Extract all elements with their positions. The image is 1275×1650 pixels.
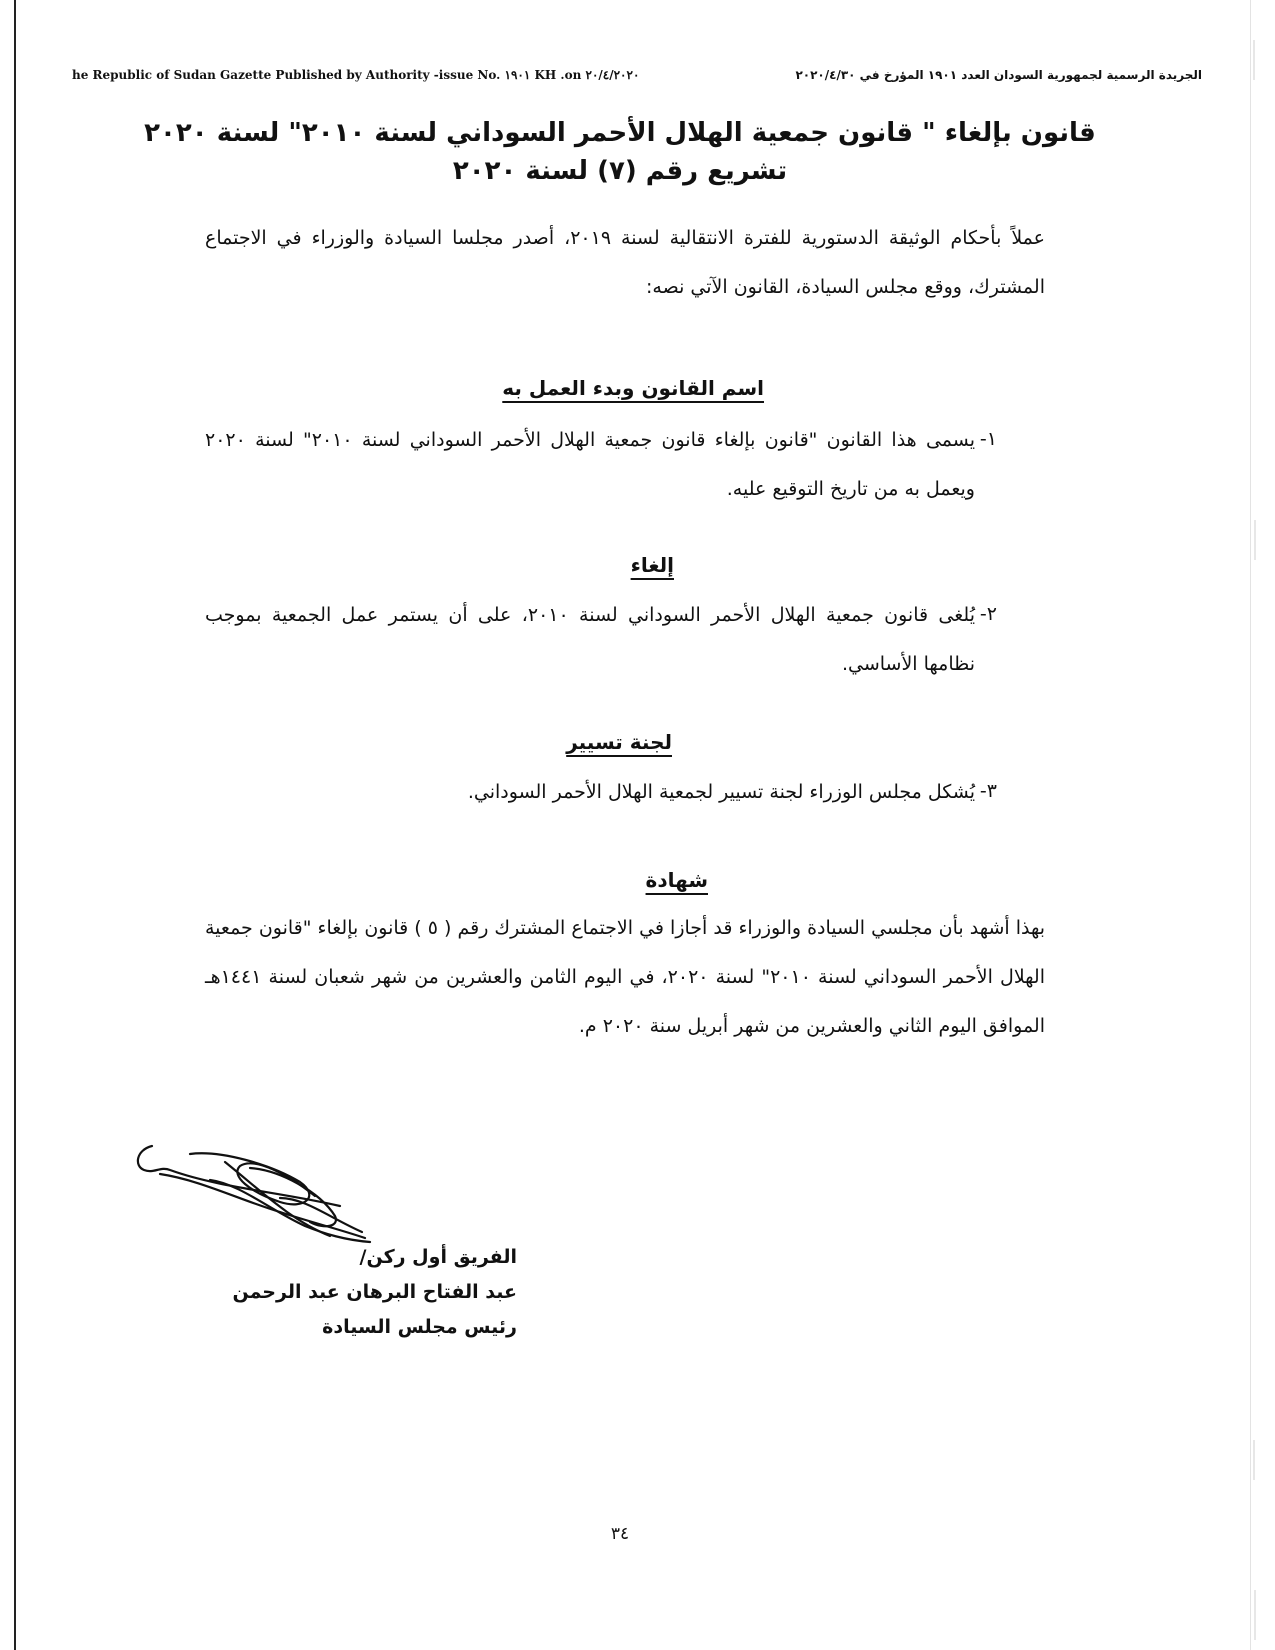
article-text: يُشكل مجلس الوزراء لجنة تسيير لجمعية الهلال الأحمر السوداني. xyxy=(467,781,975,803)
section-heading-repeal: إلغاء xyxy=(630,553,674,577)
article-number: ٢- xyxy=(979,603,997,625)
gazette-header xyxy=(72,66,1202,86)
section-heading-steering-committee: لجنة تسيير xyxy=(566,730,672,754)
preamble-paragraph: عملاً بأحكام الوثيقة الدستورية للفترة الانتقالية لسنة ٢٠١٩، أصدر مجلسا السيادة والوزراء في الاجتماع المشترك، ووقع مجلس السيادة، القانون الآتي نصه: xyxy=(205,227,1045,298)
signatory-name: عبد الفتاح البرهان عبد الرحمن xyxy=(232,1281,517,1303)
gazette-header-arabic: الجريدة الرسمية لجمهورية السودان العدد ١٩٠١ المؤرخ في ٢٠٢٠/٤/٣٠ xyxy=(795,68,1202,82)
article-number: ١- xyxy=(979,428,997,450)
signatory-rank: الفريق أول ركن/ xyxy=(359,1246,517,1268)
legislation-number: تشريع رقم (٧) لسنة ٢٠٢٠ xyxy=(452,156,788,186)
signature-block xyxy=(232,1240,517,1345)
signatory-title: رئيس مجلس السيادة xyxy=(322,1316,517,1338)
article-number: ٣- xyxy=(979,780,997,802)
certification-heading: شهادة xyxy=(645,868,708,892)
gazette-header-english: he Republic of Sudan Gazette Published by Authority -issue No. ١٩٠١ KH .on ٢٠/٤/٢٠٢٠ xyxy=(72,68,640,82)
handwritten-signature xyxy=(130,1140,380,1250)
article-text: يُلغى قانون جمعية الهلال الأحمر السوداني لسنة ٢٠١٠، على أن يستمر عمل الجمعية بموجب نظامها الأساسي. xyxy=(205,604,975,675)
certification-paragraph: بهذا أشهد بأن مجلسي السيادة والوزراء قد أجازا في الاجتماع المشترك رقم ( ٥ ) قانون بإلغاء "قانون جمعية الهلال الأحمر السوداني لسنة ٢٠١٠" لسنة ٢٠٢٠، في اليوم الثامن والعشرين من شهر شعبان لسنة ١٤٤١هـ الموافق اليوم الثاني والعشرين من شهر أبريل سنة ٢٠٢٠ م. xyxy=(204,917,1045,1037)
article-text: يسمى هذا القانون "قانون بإلغاء قانون جمعية الهلال الأحمر السوداني لسنة ٢٠١٠" لسنة ٢٠٢٠ ويعمل به من تاريخ التوقيع عليه. xyxy=(205,429,975,500)
law-title: قانون بإلغاء " قانون جمعية الهلال الأحمر السوداني لسنة ٢٠١٠" لسنة ٢٠٢٠ xyxy=(144,118,1096,148)
page-number: ٣٤ xyxy=(610,1524,630,1544)
section-heading-name-and-commencement: اسم القانون وبدء العمل به xyxy=(502,376,764,400)
page-border-line xyxy=(14,0,16,1650)
scan-edge-line xyxy=(1250,0,1251,1650)
scan-edge-marks xyxy=(1252,0,1258,1650)
